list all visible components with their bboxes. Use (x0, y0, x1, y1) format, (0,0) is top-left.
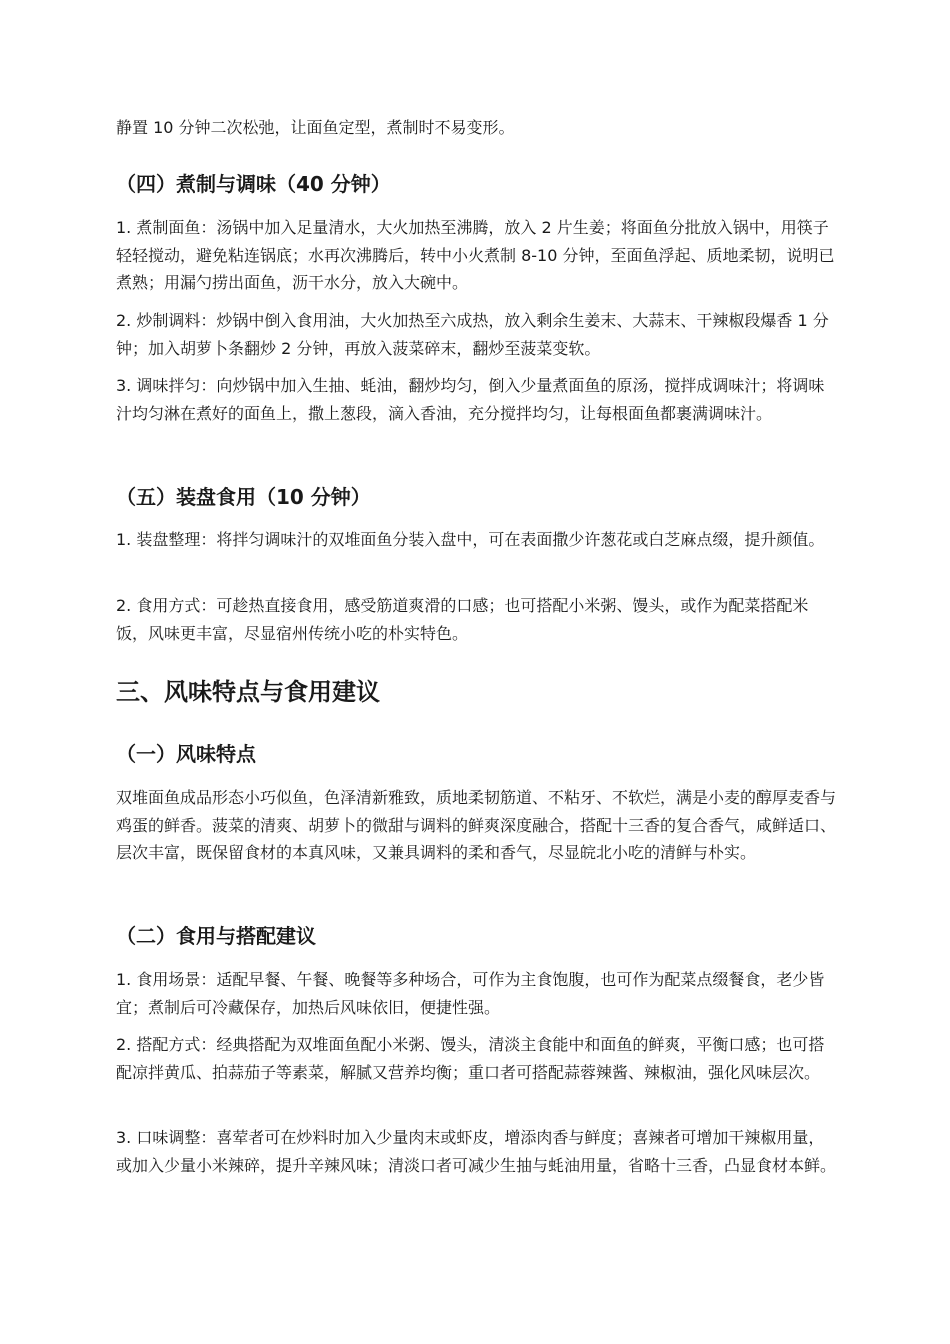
part-3-heading: 三、风味特点与食用建议 (116, 678, 380, 706)
suggestion-heading: （二）食用与搭配建议 (116, 924, 316, 948)
section-4-item-2: 2. 炒制调料：炒锅中倒入食用油，大火加热至六成热，放入剩余生姜末、大蒜末、干辣椒段爆香 1 分钟；加入胡萝卜条翻炒 2 分钟，再放入菠菜碎末，翻炒至菠菜变软。 (116, 311, 829, 358)
suggestion-item-1: 1. 食用场景：适配早餐、午餐、晚餐等多种场合，可作为主食饱腹，也可作为配菜点缀餐食，老少皆宜；煮制后可冷藏保存，加热后风味依旧，便捷性强。 (116, 970, 825, 1017)
flavor-paragraph: 双堆面鱼成品形态小巧似鱼，色泽清新雅致，质地柔韧筋道、不粘牙、不软烂，满是小麦的醇厚麦香与鸡蛋的鲜香。菠菜的清爽、胡萝卜的微甜与调料的鲜爽深度融合，搭配十三香的复合香气，咸鲜适口、层次丰富，既保留食材的本真风味，又兼具调料的柔和香气，尽显皖北小吃的清鲜与朴实。 (116, 788, 837, 862)
section-5-item-2: 2. 食用方式：可趁热直接食用，感受筋道爽滑的口感；也可搭配小米粥、馒头，或作为配菜搭配米饭，风味更丰富，尽显宿州传统小吃的朴实特色。 (116, 596, 809, 643)
section-5-heading: （五）装盘食用（10 分钟） (116, 485, 371, 509)
section-4-heading: （四）煮制与调味（40 分钟） (116, 172, 391, 196)
section-5-item-1: 1. 装盘整理：将拌匀调味汁的双堆面鱼分装入盘中，可在表面撒少许葱花或白芝麻点缀，提升颜值。 (116, 530, 825, 549)
section-4-item-3: 3. 调味拌匀：向炒锅中加入生抽、蚝油，翻炒均匀，倒入少量煮面鱼的原汤，搅拌成调味汁；将调味汁均匀淋在煮好的面鱼上，撒上葱段，滴入香油，充分搅拌均匀，让每根面鱼都裹满调味汁。 (116, 376, 825, 423)
suggestion-item-3: 3. 口味调整：喜荤者可在炒料时加入少量肉末或虾皮，增添肉香与鲜度；喜辣者可增加干辣椒用量，或加入少量小米辣碎，提升辛辣风味；清淡口者可减少生抽与蚝油用量，省略十三香，凸显食材本鲜。 (116, 1128, 837, 1175)
section-4-item-1: 1. 煮制面鱼：汤锅中加入足量清水，大火加热至沸腾，放入 2 片生姜；将面鱼分批放入锅中，用筷子轻轻搅动，避免粘连锅底；水再次沸腾后，转中小火煮制 8-10 分钟，至面鱼浮起、质地柔韧，说明已煮熟；用漏勺捞出面鱼，沥干水分，放入大碗中。 (116, 218, 835, 292)
suggestion-item-2: 2. 搭配方式：经典搭配为双堆面鱼配小米粥、馒头，清淡主食能中和面鱼的鲜爽，平衡口感；也可搭配凉拌黄瓜、拍蒜茄子等素菜，解腻又营养均衡；重口者可搭配蒜蓉辣酱、辣椒油，强化风味层次。 (116, 1035, 825, 1082)
flavor-heading: （一）风味特点 (116, 742, 256, 766)
intro-paragraph: 静置 10 分钟二次松弛，让面鱼定型，煮制时不易变形。 (116, 118, 515, 137)
